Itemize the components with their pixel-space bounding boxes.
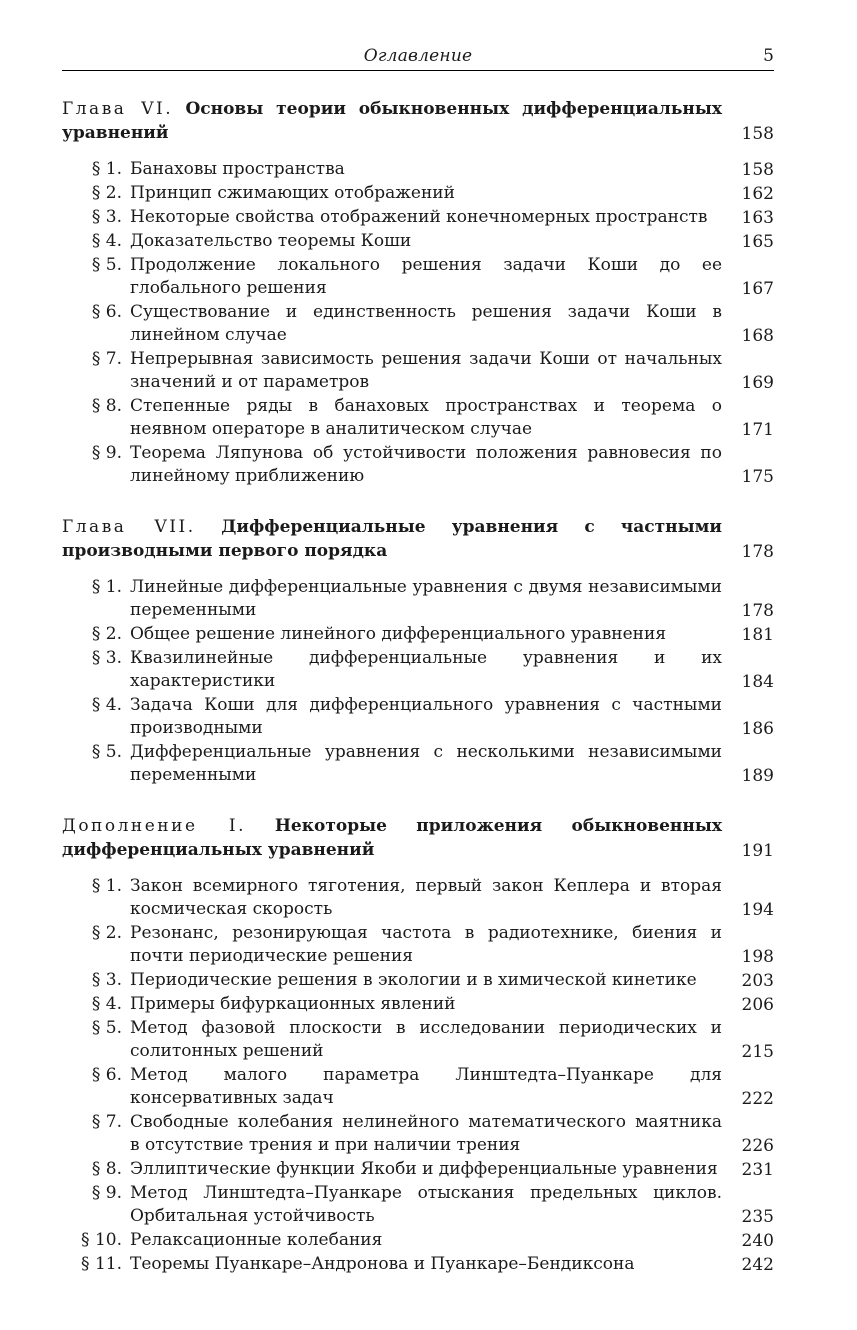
chapter-prefix: Дополнение I. <box>62 816 246 836</box>
section-page-number: 162 <box>741 184 774 204</box>
section-title: Метод малого параметра Линштедта–Пуанкаре для консервативных задач <box>130 1065 722 1108</box>
chapter-page-number: 158 <box>741 124 774 144</box>
section-entry[interactable] <box>62 993 774 1017</box>
section-number: § 7. <box>91 1112 122 1132</box>
section-entry[interactable] <box>62 623 774 647</box>
section-page-number: 167 <box>741 279 774 299</box>
section-title-line <box>130 230 722 254</box>
section-number: § 11. <box>81 1254 122 1274</box>
section-title-line <box>130 348 722 395</box>
section-number: § 2. <box>91 624 122 644</box>
section-page-number: 189 <box>741 766 774 786</box>
section-number: § 3. <box>91 970 122 990</box>
section-page-number: 168 <box>741 326 774 346</box>
section-title: Периодические решения в экологии и в химической кинетике <box>130 970 697 990</box>
section-page-number: 178 <box>741 601 774 621</box>
section-page-number: 198 <box>741 947 774 967</box>
section-page-number: 222 <box>741 1089 774 1109</box>
section-title: Существование и единственность решения задачи Коши в линейном случае <box>130 302 722 345</box>
section-title: Задача Коши для дифференциального уравнения с частными производными <box>130 695 722 738</box>
toc-page <box>62 44 774 1277</box>
section-title-line <box>130 647 722 694</box>
chapter-entry[interactable] <box>62 814 774 863</box>
section-title: Общее решение линейного дифференциального уравнения <box>130 624 667 644</box>
section-page-number: 203 <box>741 971 774 991</box>
section-entry[interactable] <box>62 395 774 442</box>
section-number: § 1. <box>91 159 122 179</box>
section-number: § 7. <box>91 349 122 369</box>
section-page-number: 163 <box>741 208 774 228</box>
section-number: § 1. <box>91 876 122 896</box>
section-page-number: 169 <box>741 373 774 393</box>
chapter-title: Основы теории обыкновенных дифференциальных уравнений <box>62 99 722 143</box>
section-number: § 2. <box>91 923 122 943</box>
section-page-number: 165 <box>741 232 774 252</box>
section-entry[interactable] <box>62 254 774 301</box>
section-number: § 3. <box>91 207 122 227</box>
section-entry[interactable] <box>62 741 774 788</box>
section-number: § 1. <box>91 577 122 597</box>
section-title-line <box>130 623 722 647</box>
section-entry[interactable] <box>62 922 774 969</box>
section-title: Квазилинейные дифференциальные уравнения и их характеристики <box>130 648 722 691</box>
section-number: § 6. <box>91 302 122 322</box>
section-entry[interactable] <box>62 1182 774 1229</box>
section-title: Продолжение локального решения задачи Коши до ее глобального решения <box>130 255 722 298</box>
section-title-line <box>130 875 722 922</box>
section-title-line <box>130 1253 722 1277</box>
section-number: § 5. <box>91 255 122 275</box>
section-title: Доказательство теоремы Коши <box>130 231 412 251</box>
section-list <box>62 576 774 788</box>
section-page-number: 184 <box>741 672 774 692</box>
section-number: § 9. <box>91 443 122 463</box>
section-page-number: 240 <box>741 1231 774 1251</box>
section-title: Примеры бифуркационных явлений <box>130 994 456 1014</box>
section-page-number: 181 <box>741 625 774 645</box>
section-number: § 6. <box>91 1065 122 1085</box>
section-title-line <box>130 1064 722 1111</box>
running-title: Оглавление <box>363 46 473 66</box>
section-title: Линейные дифференциальные уравнения с двумя независимыми переменными <box>130 577 722 620</box>
section-number: § 4. <box>91 231 122 251</box>
chapter-page-number: 191 <box>741 841 774 861</box>
section-title: Свободные колебания нелинейного математического маятника в отсутствие трения и при наличии трения <box>130 1112 722 1155</box>
section-title-line <box>130 1158 722 1182</box>
section-title: Банаховы пространства <box>130 159 345 179</box>
section-entry[interactable] <box>62 1111 774 1158</box>
chapter-heading <box>62 814 722 863</box>
section-entry[interactable] <box>62 348 774 395</box>
section-number: § 5. <box>91 1018 122 1038</box>
section-title-line <box>130 182 722 206</box>
section-entry[interactable] <box>62 301 774 348</box>
section-title: Некоторые свойства отображений конечномерных пространств <box>130 207 708 227</box>
section-number: § 8. <box>91 1159 122 1179</box>
table-of-contents <box>62 97 774 1277</box>
section-title: Метод фазовой плоскости в исследовании периодических и солитонных решений <box>130 1018 722 1061</box>
section-title: Принцип сжимающих отображений <box>130 183 455 203</box>
section-number: § 2. <box>91 183 122 203</box>
section-page-number: 206 <box>741 995 774 1015</box>
chapter-entry[interactable] <box>62 515 774 564</box>
section-entry[interactable] <box>62 694 774 741</box>
section-page-number: 158 <box>741 160 774 180</box>
section-entry[interactable] <box>62 1158 774 1182</box>
section-entry[interactable] <box>62 969 774 993</box>
section-entry[interactable] <box>62 1229 774 1253</box>
section-title-line <box>130 301 722 348</box>
chapter-prefix: Глава VI. <box>62 99 174 119</box>
section-title-line <box>130 206 722 230</box>
section-title: Степенные ряды в банаховых пространствах и теорема о неявном операторе в аналитическом случае <box>130 396 722 439</box>
section-page-number: 194 <box>741 900 774 920</box>
section-entry[interactable] <box>62 182 774 206</box>
section-list <box>62 158 774 489</box>
section-entry[interactable] <box>62 206 774 230</box>
section-number: § 9. <box>91 1183 122 1203</box>
section-entry[interactable] <box>62 230 774 254</box>
chapter-heading <box>62 515 722 564</box>
section-page-number: 175 <box>741 467 774 487</box>
chapter-prefix: Глава VII. <box>62 517 196 537</box>
section-entry[interactable] <box>62 158 774 182</box>
section-number: § 3. <box>91 648 122 668</box>
section-page-number: 171 <box>741 420 774 440</box>
section-title-line <box>130 1111 722 1158</box>
section-number: § 5. <box>91 742 122 762</box>
section-title-line <box>130 576 722 623</box>
section-entry[interactable] <box>62 442 774 489</box>
section-entry[interactable] <box>62 647 774 694</box>
section-number: § 4. <box>91 994 122 1014</box>
section-number: § 10. <box>81 1230 122 1250</box>
section-title-line <box>130 694 722 741</box>
section-title: Теоремы Пуанкаре–Андронова и Пуанкаре–Бендиксона <box>130 1254 635 1274</box>
section-number: § 8. <box>91 396 122 416</box>
section-title-line <box>130 1017 722 1064</box>
section-page-number: 215 <box>741 1042 774 1062</box>
chapter-title: Некоторые приложения обыкновенных дифференциальных уравнений <box>62 816 722 860</box>
section-title: Метод Линштедта–Пуанкаре отыскания предельных циклов. Орбитальная устойчивость <box>130 1183 722 1226</box>
section-entry[interactable] <box>62 1064 774 1111</box>
section-page-number: 226 <box>741 1136 774 1156</box>
section-title-line <box>130 1229 722 1253</box>
section-title-line <box>130 442 722 489</box>
section-entry[interactable] <box>62 875 774 922</box>
section-page-number: 231 <box>741 1160 774 1180</box>
section-title-line <box>130 254 722 301</box>
section-title-line <box>130 1182 722 1229</box>
section-title: Резонанс, резонирующая частота в радиотехнике, биения и почти периодические решения <box>130 923 722 966</box>
chapter-title: Дифференциальные уравнения с частными производными первого порядка <box>62 517 723 561</box>
section-number: § 4. <box>91 695 122 715</box>
chapter-heading <box>62 97 722 146</box>
section-title: Закон всемирного тяготения, первый закон Кеплера и вторая космическая скорость <box>130 876 722 919</box>
section-title: Эллиптические функции Якоби и дифференциальные уравнения <box>130 1159 718 1179</box>
section-entry[interactable] <box>62 576 774 623</box>
section-title: Дифференциальные уравнения с несколькими независимыми переменными <box>130 742 722 785</box>
section-title: Теорема Ляпунова об устойчивости положения равновесия по линейному приближению <box>130 443 722 486</box>
section-title-line <box>130 993 722 1017</box>
page-header <box>62 44 774 71</box>
section-title-line <box>130 969 722 993</box>
section-page-number: 235 <box>741 1207 774 1227</box>
section-title-line <box>130 395 722 442</box>
section-page-number: 186 <box>741 719 774 739</box>
section-title: Релаксационные колебания <box>130 1230 383 1250</box>
section-title-line <box>130 158 722 182</box>
page-number: 5 <box>763 46 774 66</box>
chapter-entry[interactable] <box>62 97 774 146</box>
section-title-line <box>130 741 722 788</box>
section-page-number: 242 <box>741 1255 774 1275</box>
section-list <box>62 875 774 1277</box>
section-title: Непрерывная зависимость решения задачи Коши от начальных значений и от параметров <box>130 349 722 392</box>
section-entry[interactable] <box>62 1253 774 1277</box>
section-entry[interactable] <box>62 1017 774 1064</box>
section-title-line <box>130 922 722 969</box>
chapter-page-number: 178 <box>741 542 774 562</box>
